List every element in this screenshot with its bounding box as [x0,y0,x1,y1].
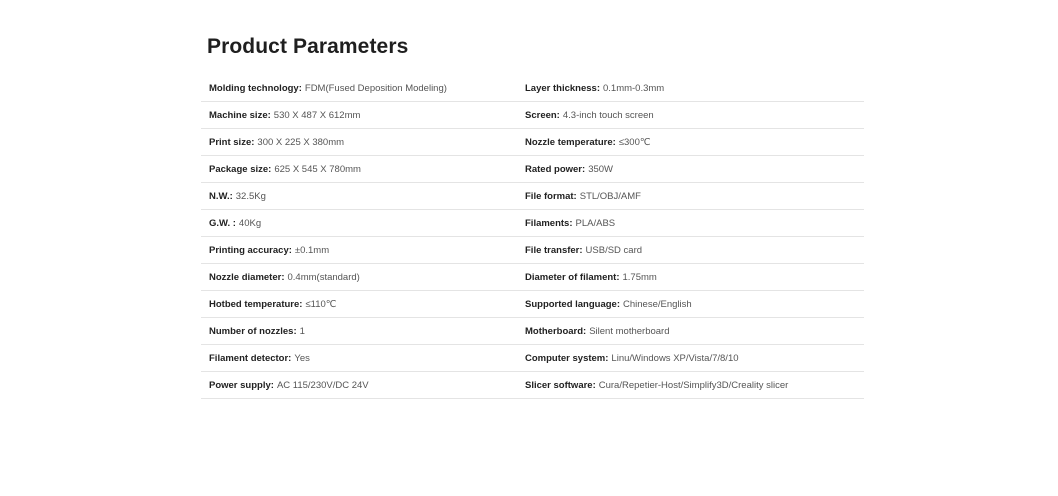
parameter-cell [525,102,864,128]
parameter-label: Rated power: [525,163,586,175]
parameter-value: 40Kg [238,217,262,229]
parameter-cell [525,291,864,317]
parameter-cell [201,129,525,155]
parameter-cell [201,183,525,209]
parameter-cell [201,372,525,398]
parameter-row [201,156,864,183]
parameter-value: FDM(Fused Deposition Modeling) [304,82,447,94]
parameter-value: Linu/Windows XP/Vista/7/8/10 [611,352,739,364]
parameter-label: Machine size: [209,109,271,121]
parameter-label: N.W.: [209,190,233,202]
parameter-cell [525,183,864,209]
parameter-value: Chinese/English [623,298,692,310]
parameter-cell [201,318,525,344]
parameter-label: Printing accuracy: [209,244,292,256]
parameter-cell [525,75,864,101]
parameter-value: STL/OBJ/AMF [579,190,641,202]
parameter-row [201,210,864,237]
parameter-cell [201,75,525,101]
parameter-label: Nozzle temperature: [525,136,616,148]
parameter-label: Hotbed temperature: [209,298,303,310]
parameter-cell [525,237,864,263]
parameter-value: ≤110℃ [305,298,337,310]
parameter-value: 1 [299,325,305,337]
parameter-value: ≤300℃ [618,136,651,148]
parameter-label: Number of nozzles: [209,325,297,337]
parameter-value: 300 X 225 X 380mm [257,136,345,148]
parameter-row [201,372,864,399]
parameter-value: 530 X 487 X 612mm [273,109,361,121]
parameter-cell [525,318,864,344]
parameter-value: 0.4mm(standard) [287,271,360,283]
parameter-value: ±0.1mm [294,244,330,256]
parameter-row [201,75,864,102]
parameter-value: Cura/Repetier-Host/Simplify3D/Creality slicer [598,379,789,391]
parameter-cell [201,264,525,290]
parameter-label: Screen: [525,109,560,121]
parameter-row [201,264,864,291]
parameter-value: 32.5Kg [235,190,266,202]
parameter-value: AC 115/230V/DC 24V [276,379,369,391]
parameter-cell [201,156,525,182]
parameter-label: Package size: [209,163,272,175]
parameter-label: Filament detector: [209,352,292,364]
parameter-value: 350W [588,163,614,175]
parameter-cell [201,237,525,263]
parameter-row [201,291,864,318]
parameter-cell [201,345,525,371]
parameter-value: Silent motherboard [589,325,670,337]
parameter-cell [201,291,525,317]
parameter-cell [525,372,864,398]
parameter-label: G.W. : [209,217,236,229]
parameter-value: Yes [294,352,310,364]
parameter-value: USB/SD card [585,244,643,256]
parameter-label: Supported language: [525,298,620,310]
parameter-row [201,129,864,156]
parameter-label: Power supply: [209,379,274,391]
parameter-value: PLA/ABS [575,217,616,229]
parameter-row [201,345,864,372]
parameter-label: Slicer software: [525,379,596,391]
parameters-table [201,75,864,399]
parameter-label: File transfer: [525,244,583,256]
parameter-label: Computer system: [525,352,609,364]
parameter-row [201,237,864,264]
parameter-cell [525,210,864,236]
parameter-value: 4.3-inch touch screen [562,109,654,121]
parameter-cell [201,102,525,128]
parameter-label: Motherboard: [525,325,587,337]
parameter-row [201,183,864,210]
parameter-value: 625 X 545 X 780mm [274,163,361,175]
parameter-value: 1.75mm [622,271,657,283]
parameter-label: File format: [525,190,577,202]
parameter-cell [525,129,864,155]
parameter-label: Layer thickness: [525,82,600,94]
page-title: Product Parameters [207,35,409,58]
parameter-value: 0.1mm-0.3mm [602,82,665,94]
parameter-cell [525,264,864,290]
parameter-row [201,318,864,345]
parameter-cell [525,156,864,182]
parameter-label: Print size: [209,136,255,148]
parameter-label: Filaments: [525,217,573,229]
parameter-label: Diameter of filament: [525,271,620,283]
parameter-label: Nozzle diameter: [209,271,285,283]
parameter-row [201,102,864,129]
parameter-cell [525,345,864,371]
parameter-cell [201,210,525,236]
parameter-label: Molding technology: [209,82,302,94]
